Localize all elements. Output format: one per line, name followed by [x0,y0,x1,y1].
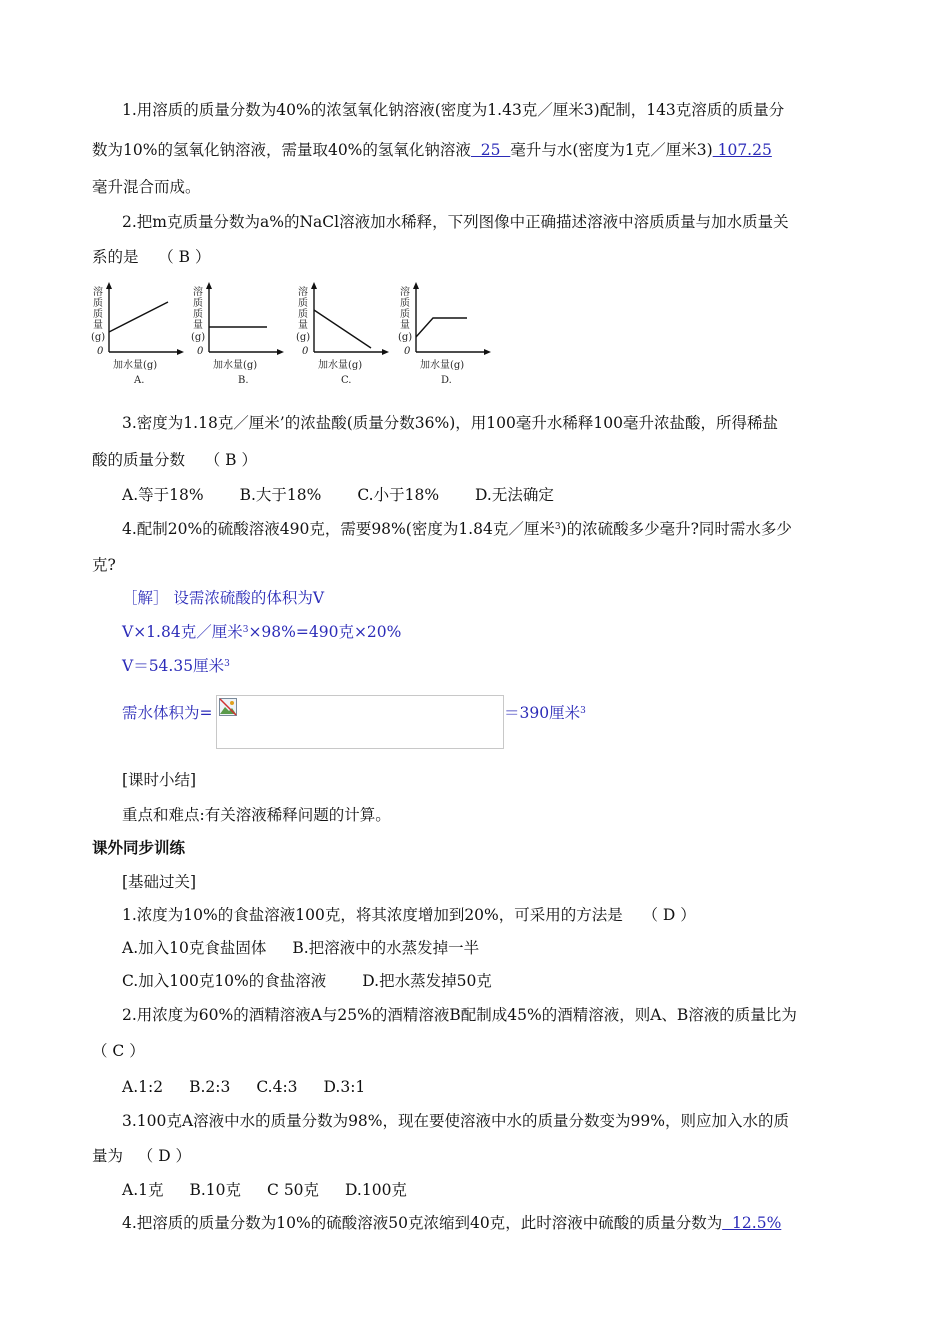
svg-text:A.: A. [134,375,145,386]
svg-text:溶: 溶 [193,287,203,298]
svg-text:加水量(g): 加水量(g) [318,360,363,371]
svg-text:C.: C. [341,375,352,386]
q3-options [122,485,892,505]
svg-text:0: 0 [97,346,104,357]
summary-title: [课时小结] [122,771,197,789]
b4-answer: 12.5% [722,1214,782,1232]
b2-option-c: C.4:3 [256,1078,298,1096]
b3-line2: 量为 （ D ） [92,1147,192,1165]
summary-content: 重点和难点:有关溶液稀释问题的计算。 [122,806,391,824]
q1-answer-2: 107.25 [712,141,772,159]
q1-line2: 数为10%的氢氧化钠溶液，需量取40%的氢氧化钠溶液 25 毫升与水(密度为1克／厘米3) 107.25 [92,141,772,159]
svg-text:溶: 溶 [298,287,308,298]
b2-options [122,1077,892,1097]
b1-options-ab [122,938,892,958]
q1-line3: 毫升混合而成。 [92,178,201,196]
svg-text:质: 质 [400,309,410,320]
svg-text:质: 质 [193,298,203,309]
svg-text:(g): (g) [191,332,206,343]
graph-d [395,282,495,396]
svg-text:量: 量 [298,320,308,331]
q3-option-d: D.无法确定 [475,486,554,504]
section-heading: 课外同步训练 [92,839,186,857]
q1-answer-1: 25 [470,141,511,159]
svg-text:质: 质 [193,309,203,320]
svg-text:(g): (g) [91,332,106,343]
q3-line2: 酸的质量分数 （ B ） [92,451,257,469]
svg-text:0: 0 [302,346,309,357]
b1-option-d: D.把水蒸发掉50克 [362,972,492,990]
q4-line2: 克? [92,556,116,574]
svg-text:质: 质 [93,309,103,320]
svg-text:量: 量 [193,320,203,331]
broken-image-icon [219,698,237,716]
svg-text:溶: 溶 [93,287,103,298]
svg-text:量: 量 [93,320,103,331]
b4-line1: 4.把溶质的质量分数为10%的硫酸溶液50克浓缩到40克，此时溶液中硫酸的质量分数为 12.5% [122,1214,782,1232]
formula-image-placeholder [216,695,504,749]
q4-solution-4-label: 需水体积为= [122,704,213,722]
graph-c [293,282,393,396]
svg-text:质: 质 [93,298,103,309]
svg-text:质: 质 [400,298,410,309]
q2-line1: 2.把m克质量分数为a%的NaCl溶液加水稀释，下列图像中正确描述溶液中溶质质量与加水质量关 [122,213,789,231]
b1-option-c: C.加入100克10%的食盐溶液 [122,972,327,990]
svg-text:B.: B. [238,375,249,386]
q1-line1: 1.用溶质的质量分数为40%的浓氢氧化钠溶液(密度为1.43克／厘米3)配制，143克溶质的质量分 [122,101,785,119]
b2-line1: 2.用浓度为60%的酒精溶液A与25%的酒精溶液B配制成45%的酒精溶液，则A、B溶液的质量比为 [122,1006,797,1024]
svg-text:加水量(g): 加水量(g) [113,360,158,371]
graph-a [88,282,188,396]
svg-text:(g): (g) [398,332,413,343]
b1-options-cd [122,971,892,991]
b1-option-b: B.把溶液中的水蒸发掉一半 [292,939,480,957]
svg-text:D.: D. [441,375,452,386]
svg-text:溶: 溶 [400,287,410,298]
svg-text:(g): (g) [296,332,311,343]
q3-option-b: B.大于18% [239,486,322,504]
svg-text:0: 0 [404,346,411,357]
q4-solution-4-result: ＝390厘米$^3$ [504,704,586,722]
svg-text:加水量(g): 加水量(g) [213,360,258,371]
b2-option-d: D.3:1 [323,1078,366,1096]
svg-text:量: 量 [400,320,410,331]
svg-text:质: 质 [298,309,308,320]
q3-option-c: C.小于18% [357,486,440,504]
b2-line2: （ C ） [92,1042,145,1060]
svg-text:0: 0 [197,346,204,357]
b2-option-b: B.2:3 [189,1078,231,1096]
b3-option-a: A.1克 [122,1181,164,1199]
b3-option-c: C 50克 [267,1181,320,1199]
q4-line1: 4.配制20%的硫酸溶液490克，需要98%(密度为1.84克／厘米$^3$)的浓硫酸多少毫升?同时需水多少 [122,520,792,538]
q4-solution-2: V×1.84克／厘米$^3$×98%=490克×20% [122,623,402,641]
q4-solution-1: ［解］ 设需浓硫酸的体积为V [122,589,325,607]
b3-option-d: D.100克 [345,1181,407,1199]
graph-b [188,282,288,396]
b1-option-a: A.加入10克食盐固体 [122,939,267,957]
b3-option-b: B.10克 [189,1181,242,1199]
section-subheading: [基础过关] [122,873,197,891]
b2-option-a: A.1:2 [122,1078,164,1096]
b3-line1: 3.100克A溶液中水的质量分数为98%，现在要使溶液中水的质量分数变为99%，则应加入水的质 [122,1112,789,1130]
b1-line1: 1.浓度为10%的食盐溶液100克，将其浓度增加到20%，可采用的方法是 （ D ） [122,906,696,924]
svg-text:加水量(g): 加水量(g) [420,360,465,371]
q3-option-a: A.等于18% [122,486,204,504]
q4-solution-3: V＝54.35厘米$^3$ [122,657,230,675]
q2-line2: 系的是 （ B ） [92,248,211,266]
svg-text:质: 质 [298,298,308,309]
q3-line1: 3.密度为1.18克／厘米’的浓盐酸(质量分数36%)，用100毫升水稀释100毫升浓盐酸，所得稀盐 [122,414,778,432]
b3-options [122,1180,892,1200]
